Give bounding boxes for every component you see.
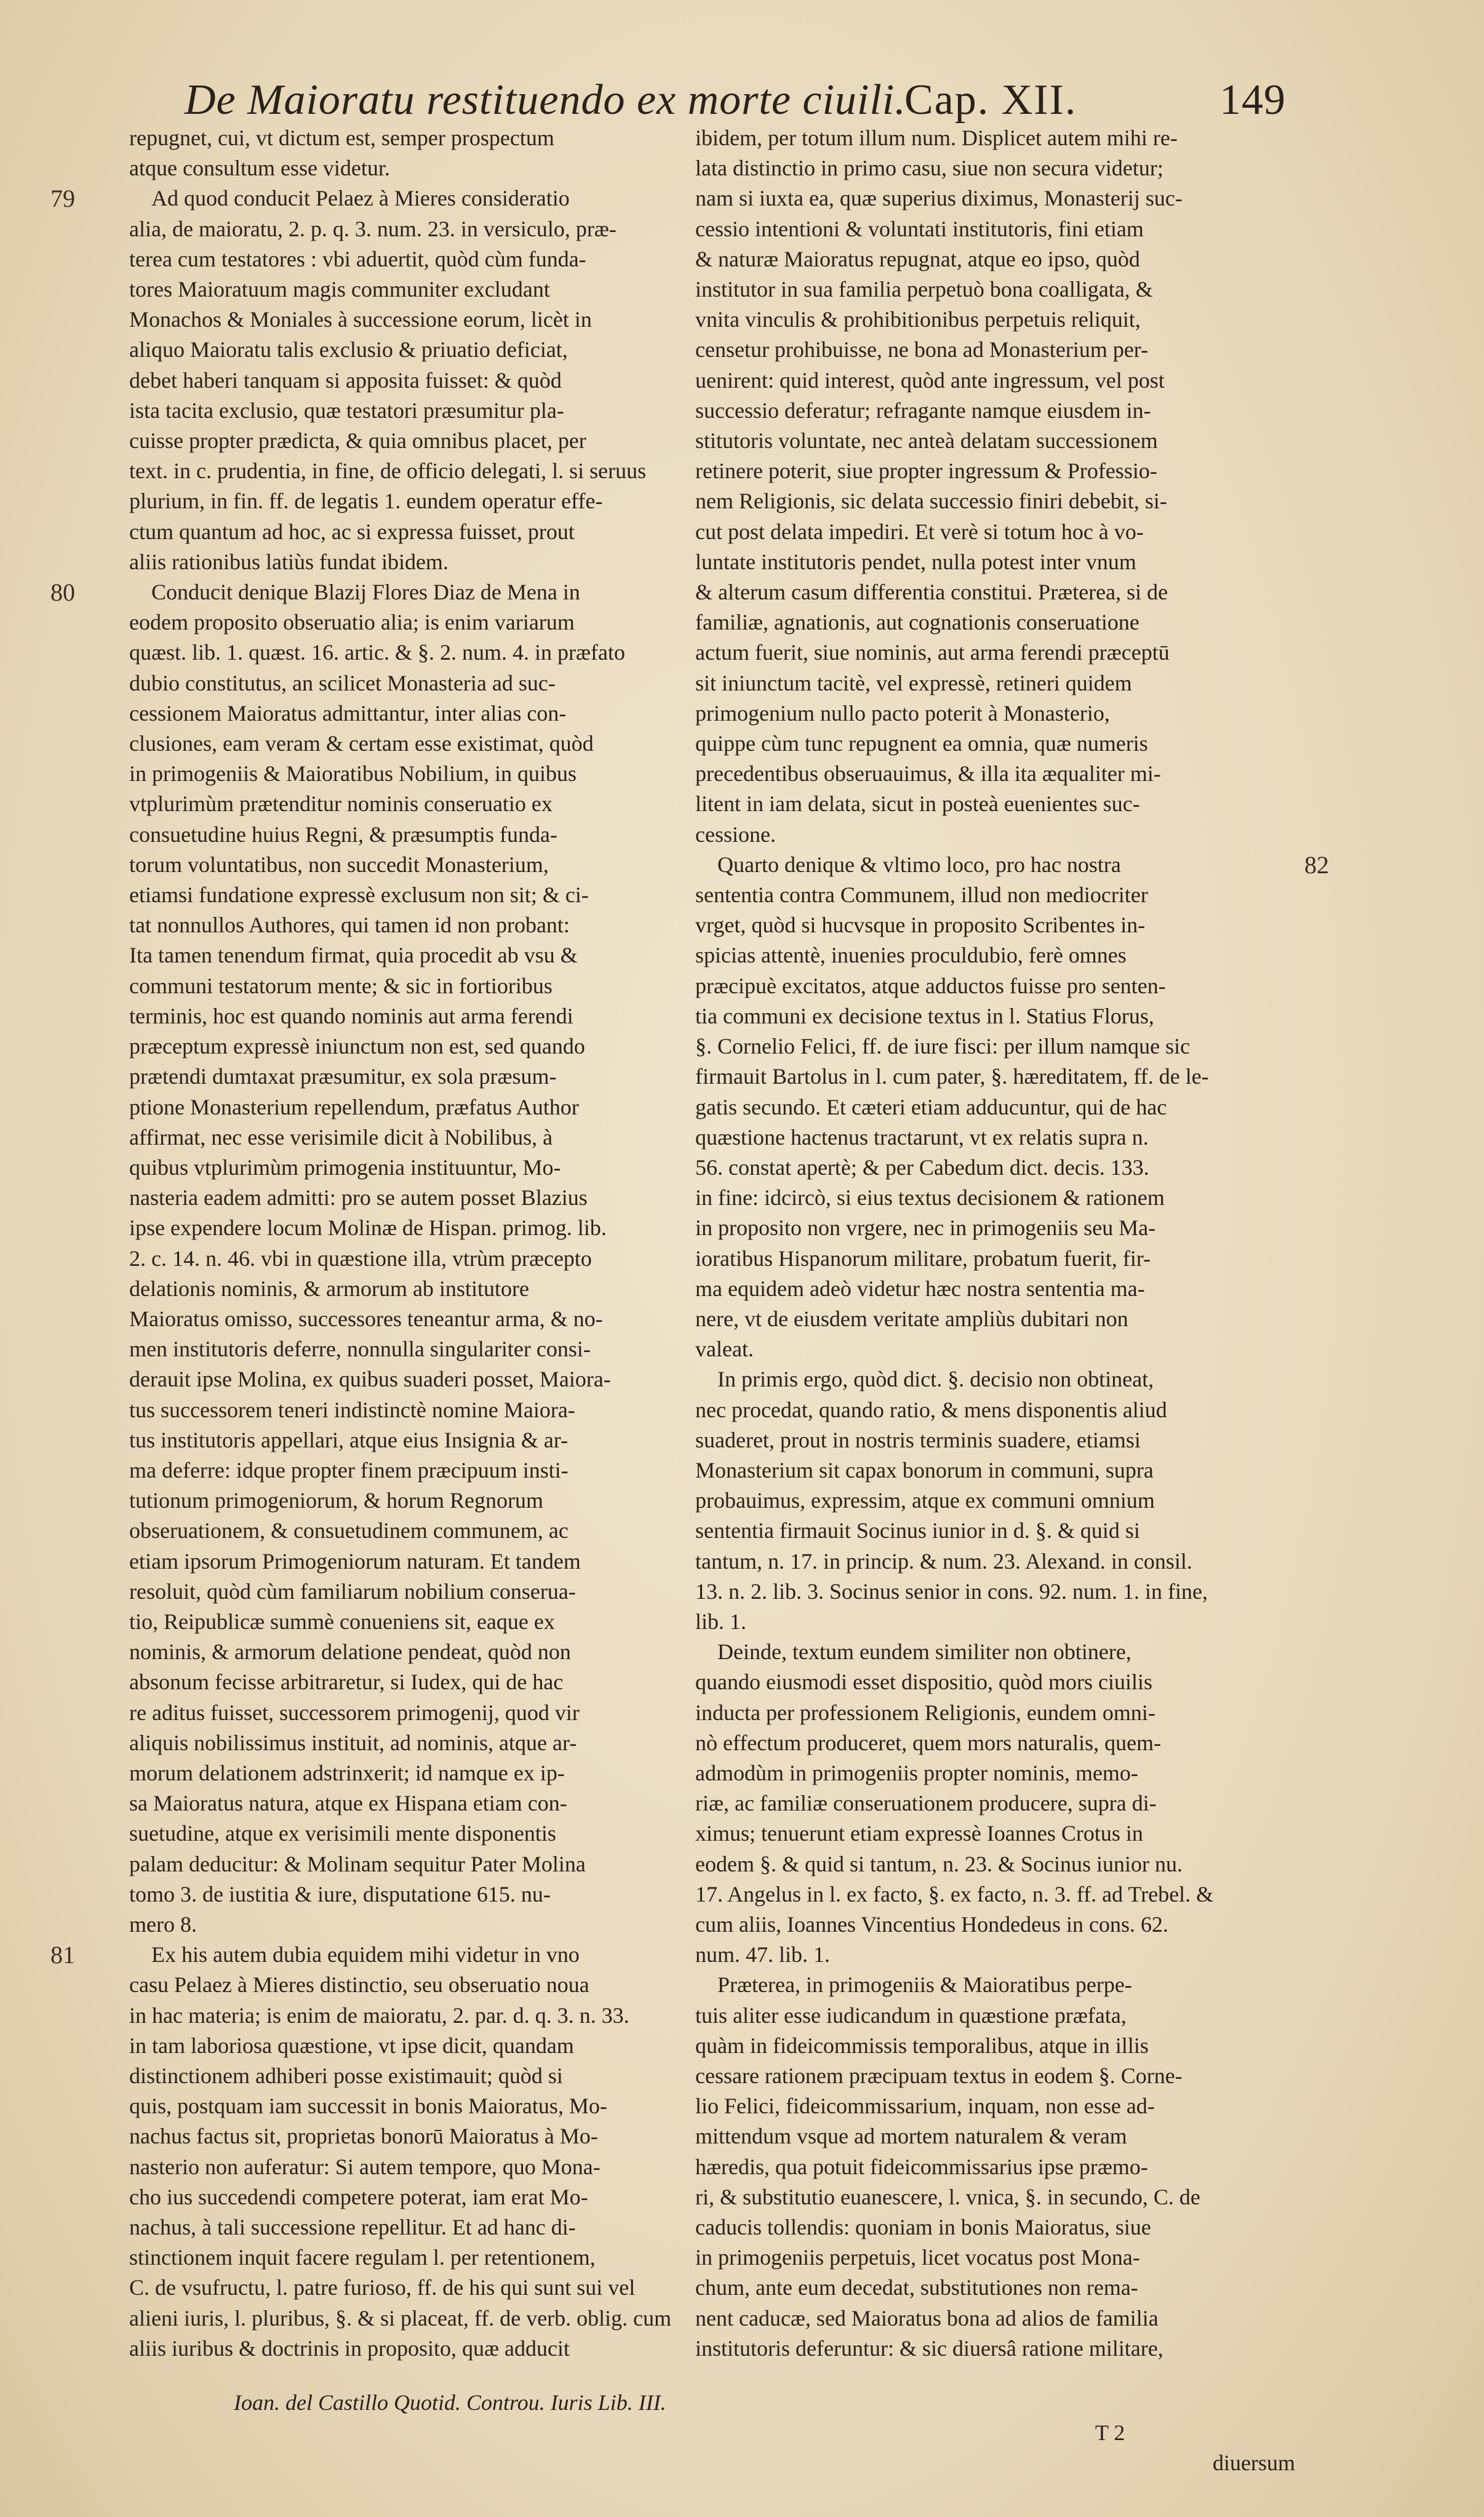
paragraph-text: Præterea, in primogeniis & Maioratibus perpe- tuis aliter esse iudicandum in quæstione præfata, quàm in fideicommissis temporalibus, atque in illis cessare rationem præcipuam textus in eodem §. Corne- lio Felici, fideicommissarium, inquam, non esse ad- mittendum vsque ad mortem naturalem & veram hæredis, qua potuit fideicommissarius ipse præmo- ri, & substitutio euanescere, l. vnica, §. in secundo, C. de caducis tollendis: quoniam in bonis Maioratus, siue in primogeniis perpetuis, licet vocatus post Mona- chum, ante eum decedat, substitutiones non rema- nent caducæ, sed Maioratus bona ad alios de familia institutoris deferuntur: & sic diuersâ ratione militare, [695,1972,1200,2361]
marginal-number: 82 [1304,850,1329,879]
catchword: diuersum [1213,2451,1295,2475]
left-column [50,123,683,2364]
paragraph [695,850,1329,1364]
paragraph-text: Ex his autem dubia equidem mihi videtur in vno casu Pelaez à Mieres distinctio, seu obseruatio noua in hac materia; is enim de maioratu, 2. par. d. q. 3. n. 33. in tam laboriosa quæstione, vt ipse dicit, quandam distinctionem adhiberi posse existimauit; quòd si quis, postquam iam successit in bonis Maioratus, Mo- nachus factus sit, proprietas bonorū Maioratus à Mo- nasterio non auferatur: Si autem tempore, quo Mona- cho ius succedendi competere poterat, iam erat Mo- nachus, à tali successione repellitur. Et ad hanc di- stinctionem inquit facere regulam l. per retentionem, C. de vsufructu, l. patre furioso, ff. de his qui sunt sui vel alieni iuris, l. pluribus, §. & si placeat, ff. de verb. oblig. cum aliis iuribus & doctrinis in proposito, quæ adducit [129,1942,672,2361]
folio-number: 149 [1219,76,1286,124]
running-footer: Ioan. del Castillo Quotid. Controu. Iuris Lib. III. [234,2390,666,2415]
paragraph-text: ibidem, per totum illum num. Displicet autem mihi re- lata distinctio in primo casu, siue non secura videtur; nam si iuxta ea, quæ superius diximus, Monasterij suc- cessio intentioni & voluntati institutoris, fini etiam & naturæ Maioratus repugnat, atque eo ipso, quòd institutor in sua familia perpetuò bona coalligata, & vnita vinculis & prohibitionibus perpetuis reliquit, censetur prohibuisse, ne bona ad Monasterium per- uenirent: quid interest, quòd ante ingressum, vel post successio deferatur; refragante namque eiusdem in- stitutoris voluntate, nec anteà delatam successionem retinere poterit, siue propter ingressum & Professio- nem Religionis, sic delata successio finiri debebit, si- cut post delata impediri. Et verè si totum hoc à vo- luntate institutoris pendet, nulla potest inter vnum & alterum casum differentia constitui. Præterea, si de familiæ, agnationis, aut cognationis conseruatione actum fuerit, siue nominis, aut arma ferendi præceptū sit iniunctum tacitè, vel expressè, retineri quidem primogenium nullo pacto poterit à Monasterio, quippe cùm tunc repugnent ea omnia, quæ numeris precedentibus obseruauimus, & illa ita æqualiter mi- litent in iam delata, sicut in posteà euenientes suc- cessione. [695,126,1183,847]
marginal-number: 79 [50,185,75,213]
paragraph [50,183,683,577]
signature-mark: T 2 [1095,2420,1125,2445]
paragraph-text: Deinde, textum eundem similiter non obtinere, quando eiusmodi esset dispositio, quòd mors ciuilis inducta per professionem Religionis, eundem omni- nò effectum produceret, quem mors naturalis, quem- admodùm in primogeniis propter nominis, memo- riæ, ac familiæ conseruationem producere, supra di- ximus; tenuerunt etiam expressè Ioannes Crotus in eodem §. & quid si tantum, n. 23. & Socinus iunior nu. 17. Angelus in l. ex facto, §. ex facto, n. 3. ff. ad Trebel. & cum aliis, Ioannes Vincentius Hondedeus in cons. 62. num. 47. lib. 1. [695,1639,1214,1967]
running-header [185,73,1286,128]
paragraph [129,123,683,183]
marginal-number: 80 [50,578,75,607]
paragraph [695,1364,1286,1637]
paragraph-text: In primis ergo, quòd dict. §. decisio non obtineat, nec procedat, quando ratio, & mens disponentis aliud suaderet, prout in nostris terminis suadere, etiamsi Monasterium sit capax bonorum in communi, supra probauimus, expressim, atque ex communi omnium sententia firmauit Socinus iunior in d. §. & quid si tantum, n. 17. in princip. & num. 23. Alexand. in consil. 13. n. 2. lib. 3. Socinus senior in cons. 92. num. 1. in fine, lib. 1. [695,1367,1208,1634]
paragraph [50,1940,683,2364]
paragraph-text: Conducit denique Blazij Flores Diaz de Mena in eodem proposito obseruatio alia; is enim variarum quæst. lib. 1. quæst. 16. artic. & §. 2. num. 4. in præfato dubio constitutus, an scilicet Monasteria ad suc- cessionem Maioratus admittantur, inter alias con- clusiones, eam veram & certam esse existimat, quòd in primogeniis & Maioratibus Nobilium, in quibus vtplurimùm prætenditur nominis conseruatio ex consuetudine huius Regni, & præsumptis funda- torum voluntatibus, non succedit Monasterium, etiamsi fundatione expressè exclusum non sit; & ci- tat nonnullos Authores, qui tamen id non probant: Ita tamen tenendum firmat, quia procedit ab vsu & communi testatorum mente; & sic in fortioribus terminis, hoc est quando nominis aut arma ferendi præceptum expressè iniunctum non est, sed quando prætendi dumtaxat præsumitur, ex sola præsum- ptione Monasterium repellendum, præfatus Author affirmat, nec esse verisimile dicit à Nobilibus, à quibus vtplurimùm primogenia instituuntur, Mo- nasteria eadem admitti: pro se autem posset Blazius ipse expendere locum Molinæ de Hispan. primog. lib. 2. c. 14. n. 46. vbi in quæstione illa, vtrùm præcepto delationis nominis, & armorum ab institutore Maioratus omisso, successores teneantur arma, & no- men institutoris deferre, nonnulla singulariter consi- derauit ipse Molina, ex quibus suaderi posset, Maiora- tus successorem teneri indistinctè nomine Maiora- tus institutoris appellari, atque eius Insignia & ar- ma deferre: idque propter finem præcipuum insti- tutionum primogeniorum, & horum Regnorum obseruationem, & consuetudinem communem, ac etiam ipsorum Primogeniorum naturam. Et tandem resoluit, quòd cùm familiarum nobilium conserua- tio, Reipublicæ summè conueniens sit, eaque ex nominis, & armorum delatione pendeat, quòd non absonum fecisse arbitraretur, si Iudex, qui de hac re aditus fuisset, successorem primogenij, quod vir aliquis nobilissimus instituit, ad nominis, atque ar- morum delationem adstrinxerit; id namque ex ip- sa Maioratus natura, atque ex Hispana etiam con- suetudine, atque ex verisimili mente disponentis palam deducitur: & Molinam sequitur Pater Molina tomo 3. de iustitia & iure, disputatione 615. nu- mero 8. [129,580,625,1937]
paragraph [695,123,1286,850]
paragraph [695,1970,1286,2364]
marginal-number: 81 [50,1941,75,1969]
paragraph-text: repugnet, cui, vt dictum est, semper prospectum atque consultum esse videtur. [129,126,554,181]
paragraph [695,1637,1286,1970]
chapter-number: Cap. XII. [904,76,1077,124]
paragraph-text: Quarto denique & vltimo loco, pro hac nostra sententia contra Communem, illud non mediocriter vrget, quòd si hucvsque in proposito Scribentes in- spicias attentè, inuenies proculdubio, ferè omnes præcipuè excitatos, atque adductos fuisse pro senten- tia communi ex decisione textus in l. Statius Florus, §. Cornelio Felici, ff. de iure fisci: per illum namque sic firmauit Bartolus in l. cum pater, §. hæreditatem, ff. de le- gatis secundo. Et cæteri etiam adducuntur, qui de hac quæstione hactenus tractarunt, vt ex relatis supra n. 56. constat apertè; & per Cabedum dict. decis. 133. in fine: idcircò, si eius textus decisionem & rationem in proposito non vrgere, nec in primogeniis seu Ma- ioratibus Hispanorum militare, probatum fuerit, fir- ma equidem adeò videtur hæc nostra sententia ma- nere, vt de eiusdem veritate ampliùs dubitari non valeat. [695,852,1209,1362]
paragraph [50,577,683,1940]
paragraph-text: Ad quod conducit Pelaez à Mieres consideratio alia, de maioratu, 2. p. q. 3. num. 23. in versiculo, præ- terea cum testatores : vbi aduertit, quòd cùm funda- tores Maioratuum magis communiter excludant Monachos & Moniales à successione eorum, licèt in aliquo Maioratu talis exclusio & priuatio deficiat, debet haberi tanquam si apposita fuisset: & quòd ista tacita exclusio, quæ testatori præsumitur pla- cuisse propter prædicta, & quia omnibus placet, per text. in c. prudentia, in fine, de officio delegati, l. si seruus plurium, in fin. ff. de legatis 1. eundem operatur effe- ctum quantum ad hoc, ac si expressa fuisset, prout aliis rationibus latiùs fundat ibidem. [129,186,647,574]
right-column [695,123,1329,2364]
footer-right [1095,2388,1295,2508]
running-title: De Maioratu restituendo ex morte ciuili. [185,76,906,124]
